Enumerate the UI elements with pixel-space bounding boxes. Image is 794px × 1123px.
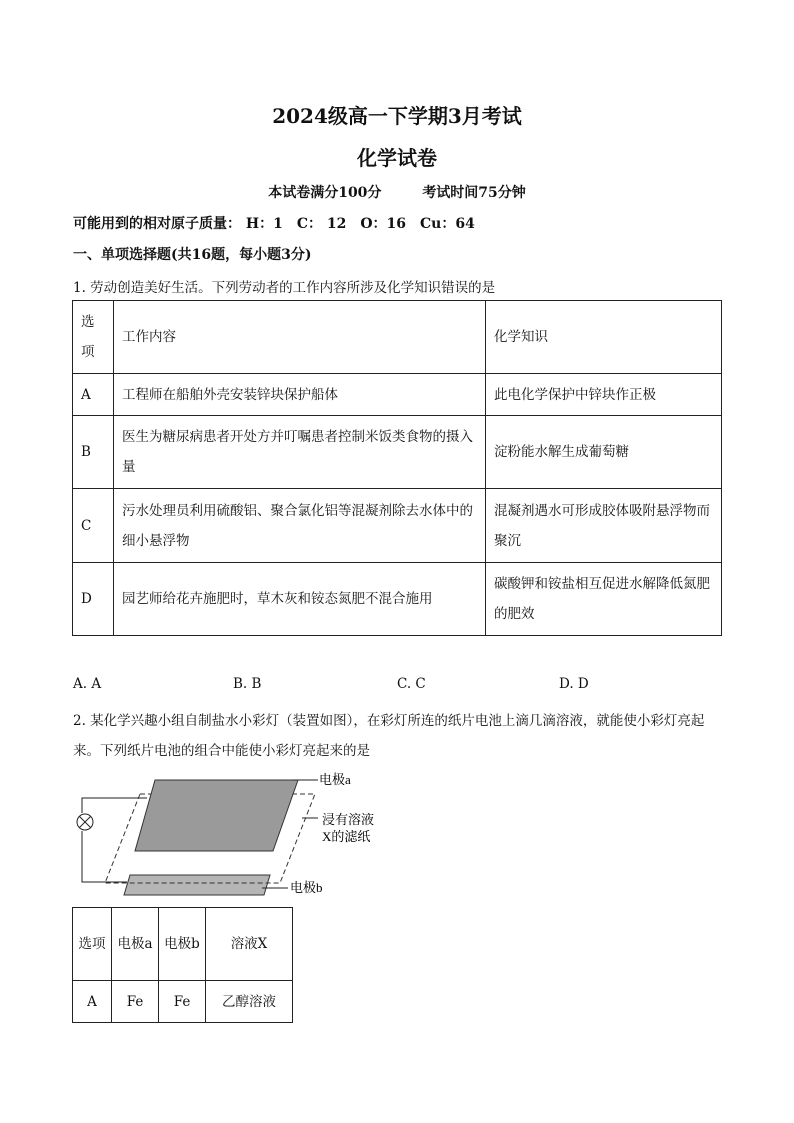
table-cell: A	[73, 981, 112, 1023]
header-cell: 工作内容	[114, 301, 486, 374]
lamp-icon	[77, 814, 93, 830]
option-b[interactable]: B. B	[233, 676, 262, 692]
wire-top	[82, 798, 127, 813]
table-cell: A	[73, 374, 114, 416]
question-1-stem: 1. 劳动创造美好生活。下列劳动者的工作内容所涉及化学知识错误的是	[73, 280, 496, 296]
table-cell: B	[73, 416, 114, 489]
table-cell: 乙醇溶液	[206, 981, 293, 1023]
question-1-table	[72, 300, 722, 636]
label-electrode-b: 电极b	[290, 880, 323, 895]
header-cell: 选项	[73, 301, 114, 374]
table-row	[73, 981, 293, 1023]
table-cell: 碳酸钾和铵盐相互促进水解降低氮肥的肥效	[486, 563, 722, 636]
header-cell: 选项	[73, 908, 112, 981]
option-c[interactable]: C. C	[397, 676, 426, 692]
exam-subtitle: 化学试卷	[357, 146, 437, 170]
battery-diagram	[72, 768, 392, 898]
electrode-b-plate	[124, 875, 270, 895]
table-cell: 工程师在船舶外壳安装锌块保护船体	[114, 374, 486, 416]
exam-info	[0, 182, 794, 202]
table-header-row	[73, 301, 722, 374]
exam-title: 2024级高一下学期3月考试	[272, 104, 522, 128]
table-row	[73, 563, 722, 636]
table-cell: Fe	[112, 981, 159, 1023]
option-a[interactable]: A. A	[73, 676, 102, 692]
label-filter-2: X的滤纸	[322, 829, 371, 844]
table-header-row	[73, 908, 293, 981]
option-d[interactable]: D. D	[559, 676, 589, 692]
label-electrode-a: 电极a	[319, 772, 351, 787]
section-title: 一、单项选择题(共16题，每小题3分)	[73, 247, 312, 263]
table-cell: 医生为糖尿病患者开处方并叮嘱患者控制米饭类食物的摄入量	[114, 416, 486, 489]
time-info: 考试时间75分钟	[422, 185, 526, 201]
header-cell: 电极b	[159, 908, 206, 981]
label-filter-1: 浸有溶液	[322, 812, 375, 827]
table-cell: C	[73, 489, 114, 563]
question-2-stem: 2. 某化学兴趣小组自制盐水小彩灯（装置如图），在彩灯所连的纸片电池上滴几滴溶液，就能使小彩灯亮起来。下列纸片电池的组合中能使小彩灯亮起来的是	[73, 713, 705, 759]
table-cell: 污水处理员利用硫酸铝、聚合氯化铝等混凝剂除去水体中的细小悬浮物	[114, 489, 486, 563]
table-row	[73, 374, 722, 416]
table-row	[73, 489, 722, 563]
table-cell: 此电化学保护中锌块作正极	[486, 374, 722, 416]
header-cell: 电极a	[112, 908, 159, 981]
header-cell: 溶液X	[206, 908, 293, 981]
atomic-masses: 可能用到的相对原子质量： H：1 C： 12 O：16 Cu：64	[73, 216, 475, 232]
table-cell: Fe	[159, 981, 206, 1023]
wire-bottom	[82, 831, 127, 882]
header-cell: 化学知识	[486, 301, 722, 374]
question-2-table	[72, 907, 293, 1023]
table-cell: 淀粉能水解生成葡萄糖	[486, 416, 722, 489]
table-cell: 混凝剂遇水可形成胶体吸附悬浮物而聚沉	[486, 489, 722, 563]
score-info: 本试卷满分100分	[268, 185, 382, 201]
table-row	[73, 416, 722, 489]
table-cell: D	[73, 563, 114, 636]
table-cell: 园艺师给花卉施肥时，草木灰和铵态氮肥不混合施用	[114, 563, 486, 636]
electrode-a-plate	[135, 780, 298, 851]
